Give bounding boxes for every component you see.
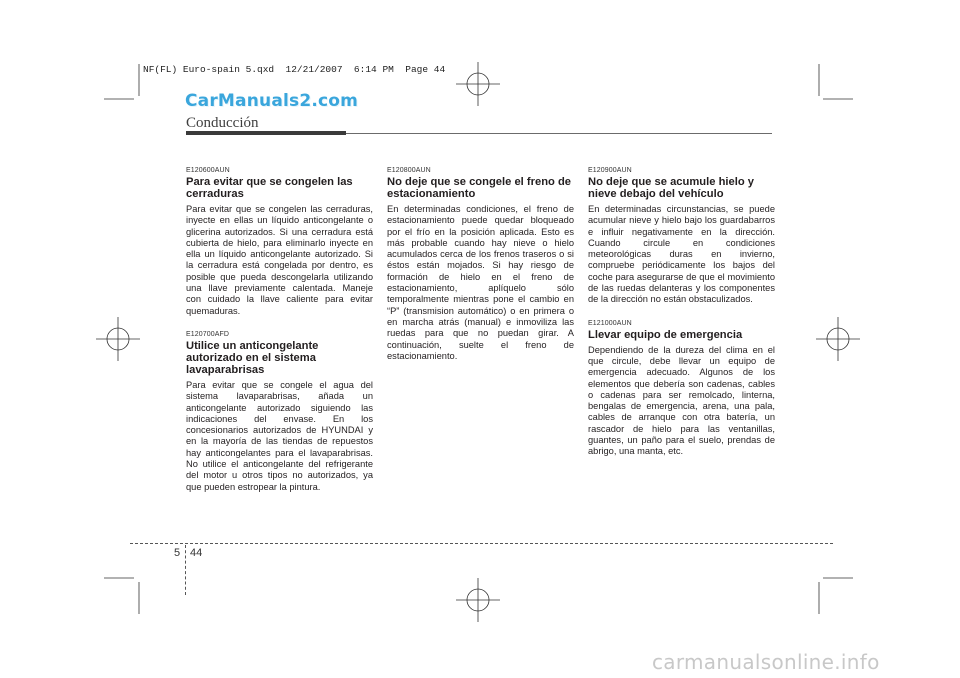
section-heading: Utilice un anticongelante autorizado en el sistema lavaparabrisas xyxy=(186,339,319,376)
footer-dashed-rule xyxy=(130,543,833,544)
section-code: E121000AUN xyxy=(588,319,632,327)
section-code: E120600AUN xyxy=(186,167,230,174)
text-column-3 xyxy=(588,167,775,472)
title-rule-thin xyxy=(346,133,772,134)
section-body: Dependiendo de la dureza del clima en el que circule, debe llevar un equipo de emergencia adecuado. Algunos de los elementos que debería son cadenas, cables o cadenas para ser remolcado, linterna, bengalas de emergencia, arena, una pala, cables de arranque con otra batería, un rascador de hielo para las ventanillas, guantes, un paño para el suelo, prendas de abrigo, una manta, etc. xyxy=(588,344,775,457)
section-block xyxy=(588,167,775,306)
chapter-number: 5 xyxy=(174,547,181,559)
section-title: Conducción xyxy=(186,115,259,131)
section-heading: Para evitar que se congelen las cerraduras xyxy=(186,176,353,200)
watermark-logo-top[interactable]: CarManuals2.com xyxy=(185,91,359,111)
section-code: E120800AUN xyxy=(387,167,431,174)
title-rule-bold xyxy=(186,131,346,135)
section-body: En determinadas circunstancias, se puede acumular nieve y hielo bajo los guardabarros e influir negativamente en la dirección. Cuando circule en condiciones meteorológicas duras en invierno, compruebe periódicamente los bajos del coche para asegurarse de que el movimiento de las ruedas delanteras y los componentes de la dirección no están obstaculizados. xyxy=(588,204,775,305)
section-body: Para evitar que se congelen las cerraduras, inyecte en ellas un líquido anticongelante o glicerina autorizados. Si una cerradura está cubierta de hielo, para eliminarlo inyecte en ella un líquido anticongelante autorizado. Si la cerradura está congelada por dentro, es posible que pueda descongelarla utilizando una llave previamente calentada. Maneje con cuidado la llave caliente para evitar quemaduras. xyxy=(186,204,373,316)
section-block xyxy=(387,167,574,362)
page-number: 44 xyxy=(190,547,203,559)
section-heading: No deje que se acumule hielo y nieve debajo del vehículo xyxy=(588,176,754,200)
watermark-bottom[interactable]: carmanualsonline.info xyxy=(652,650,880,674)
print-file-header: NF(FL) Euro-spain 5.qxd 12/21/2007 6:14 PM Page 44 xyxy=(143,64,446,75)
text-column-2 xyxy=(387,167,574,376)
section-code: E120900AUN xyxy=(588,167,632,174)
section-heading: No deje que se congele el freno de estacionamiento xyxy=(387,176,572,200)
section-block xyxy=(186,167,373,317)
section-block xyxy=(588,320,775,458)
footer-separator xyxy=(185,545,186,595)
section-code: E120700AFD xyxy=(186,330,230,338)
text-column-1 xyxy=(186,167,373,507)
section-body: En determinadas condiciones, el freno de estacionamiento puede quedar bloqueado por el frío en la posición aplicada. Esto es más probable cuando hay nieve o hielo acumulados cerca de los frenos traseros o si éstos están mojados. Si hay riesgo de formación de hielo en el freno de estacionamiento, aplíquelo sólo temporalmente mientras pone el cambio en “P” (transmision automático) o en primera o en marcha atrás (manual) e inmoviliza las ruedas para que no puedan girar. A continuación, suelte el freno de estacionamiento. xyxy=(387,204,574,361)
section-block xyxy=(186,331,373,493)
section-body: Para evitar que se congele el agua del sistema lavaparabrisas, añada un anticongelante autorizado siguiendo las indicaciones del envase. En los concesionarios autorizados de HYUNDAI y en la mayoría de las tiendas de repuestos hay anticongelantes para el lavaparabrisas. No utilice el anticongelante del refrigerante del motor u otros tipos no autorizados, ya que pueden estropear la pintura. xyxy=(186,379,373,492)
section-heading: Llevar equipo de emergencia xyxy=(588,328,743,341)
